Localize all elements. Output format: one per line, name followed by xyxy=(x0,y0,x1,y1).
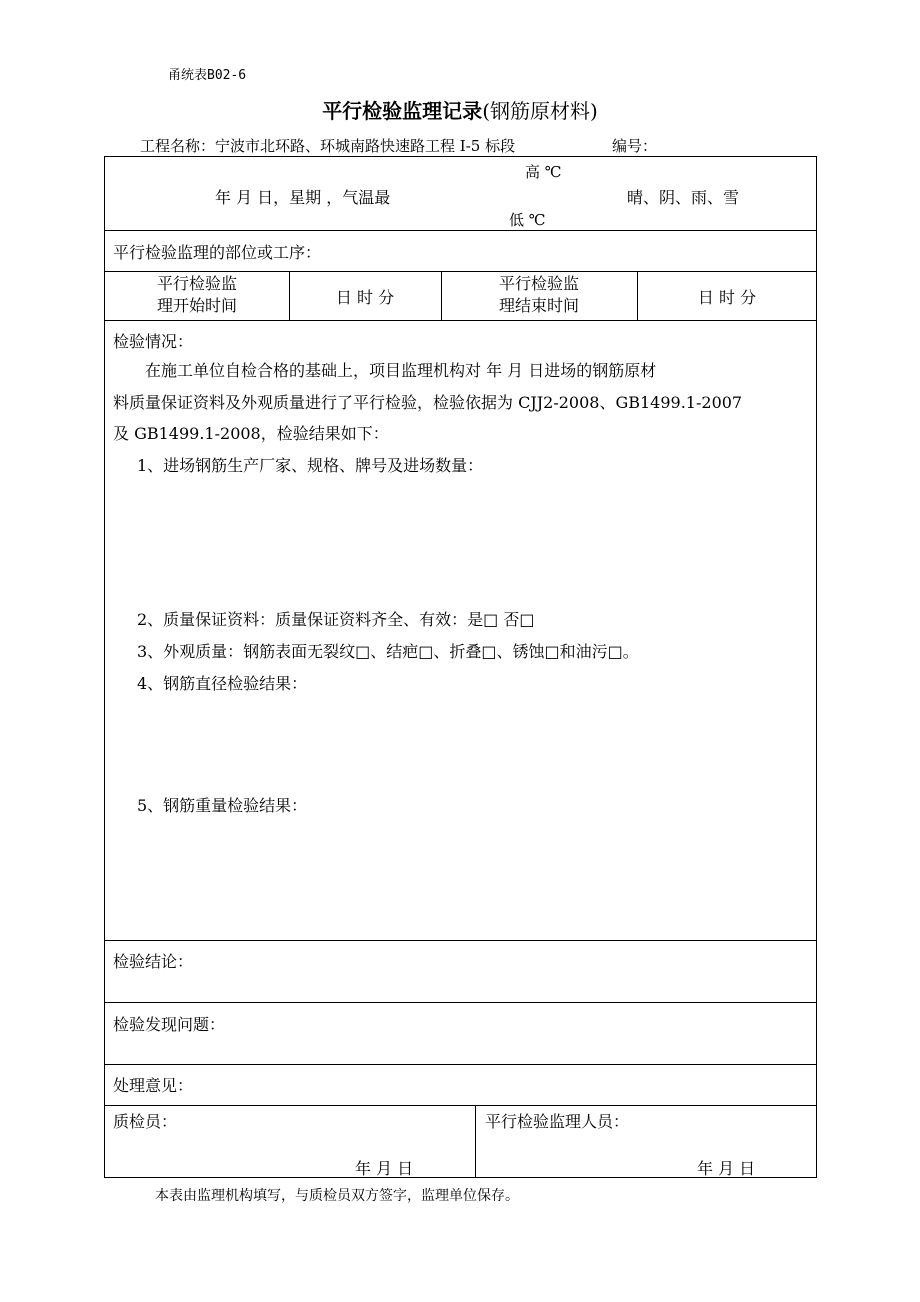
inspection-intro-line2: 料质量保证资料及外观质量进行了平行检验，检验依据为 CJJ2-2008、GB1499.1-2007 xyxy=(113,393,743,412)
date-weekday-temperature: 年 月 日，星期 ，气温最 xyxy=(215,188,391,207)
row-divider xyxy=(105,230,816,231)
start-time-label xyxy=(105,273,289,317)
row-divider xyxy=(105,1064,816,1065)
start-time-label-line2: 理开始时间 xyxy=(156,296,237,315)
supervisor-label: 平行检验监理人员： xyxy=(485,1112,630,1131)
handling-label: 处理意见： xyxy=(113,1076,194,1095)
col-divider xyxy=(475,1105,476,1178)
start-time-label-line1: 平行检验监 xyxy=(156,274,237,293)
title-subtitle: (钢筋原材料) xyxy=(482,99,598,123)
quality-inspector-label: 质检员： xyxy=(113,1112,178,1131)
conclusion-label: 检验结论： xyxy=(113,952,194,971)
inspection-item-4: 4、钢筋直径检验结果： xyxy=(137,674,308,693)
inspection-heading: 检验情况： xyxy=(113,332,194,351)
quality-inspector-date: 年 月 日 xyxy=(355,1159,414,1178)
inspection-intro-line1: 在施工单位自检合格的基础上，项目监理机构对 年 月 日进场的钢筋原材 xyxy=(145,361,657,380)
form-code: 甬统表B02-6 xyxy=(168,68,247,83)
temp-high: 高 ℃ xyxy=(525,163,562,181)
supervisor-date: 年 月 日 xyxy=(697,1159,756,1178)
temp-low: 低 ℃ xyxy=(509,211,546,229)
issues-label: 检验发现问题： xyxy=(113,1015,226,1034)
start-time-value: 日 时 分 xyxy=(335,288,395,307)
end-time-value: 日 时 分 xyxy=(697,288,757,307)
row-divider xyxy=(105,1002,816,1003)
row-divider xyxy=(105,271,816,272)
end-time-label xyxy=(441,273,637,317)
inspection-item-1: 1、进场钢筋生产厂家、规格、牌号及进场数量： xyxy=(137,456,484,475)
serial-number-label: 编号： xyxy=(612,137,658,155)
inspection-intro-line3: 及 GB1499.1-2008，检验结果如下： xyxy=(113,424,389,443)
project-name: 工程名称：宁波市北环路、环城南路快速路工程 I-5 标段 xyxy=(140,137,516,155)
record-form xyxy=(104,156,817,1178)
weather-conditions: 晴、阴、雨、雪 xyxy=(627,188,740,207)
row-divider xyxy=(105,940,816,941)
end-time-label-line2: 理结束时间 xyxy=(498,296,579,315)
position-label: 平行检验监理的部位或工序： xyxy=(113,243,322,262)
end-time-label-line1: 平行检验监 xyxy=(498,274,579,293)
document-title xyxy=(0,95,920,124)
inspection-item-2: 2、质量保证资料：质量保证资料齐全、有效：是□ 否□ xyxy=(137,610,535,629)
inspection-item-5: 5、钢筋重量检验结果： xyxy=(137,796,308,815)
inspection-item-3: 3、外观质量：钢筋表面无裂纹□、结疤□、折叠□、锈蚀□和油污□。 xyxy=(137,642,639,661)
row-divider xyxy=(105,1105,816,1106)
title-main: 平行检验监理记录 xyxy=(322,99,483,123)
footer-note: 本表由监理机构填写，与质检员双方签字，监理单位保存。 xyxy=(155,1188,519,1204)
row-divider xyxy=(105,320,816,321)
